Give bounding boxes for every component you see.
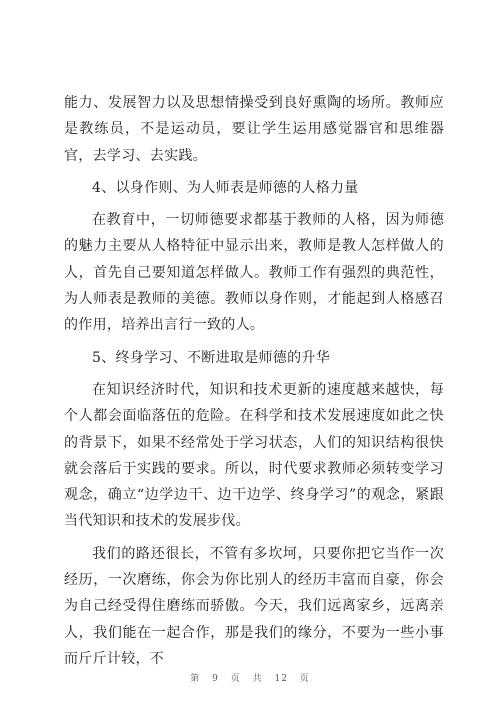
paragraph-2: 在教育中，一切师德要求都基于教师的人格，因为师德的魅力主要从人格特征中显示出来，教师是教人怎样做人的人，首先自己要知道怎样做人。教师工作有强烈的典范性，为人师表是教师的美德。教师以身作则，才能起到人格感召的作用，培养出言行一致的人。 — [64, 212, 444, 334]
section-heading-4: 4、以身作则、为人师表是师德的人格力量 — [92, 179, 359, 196]
paragraph-4: 我们的路还很长，不管有多坎坷，只要你把它当作一次经历，一次磨练，你会为你比别人的经历丰富而自豪，你会为自己经受得住磨练而骄傲。今天，我们远离家乡，远离亲人，我们能在一起合作，那是我们的缘分，不要为一些小事而斤斤计较，不 — [64, 545, 444, 667]
page-content — [64, 90, 444, 672]
footer-total-pages: 12 — [274, 674, 288, 684]
section-heading-5: 5、终身学习、不断进取是师德的升华 — [92, 349, 331, 366]
paragraph-1: 能力、发展智力以及思想情操受到良好熏陶的场所。教师应是教练员，不是运动员，要让学生运用感觉器官和思维器官，去学习、去实践。 — [64, 95, 444, 164]
footer-label-ye: 页 — [230, 674, 241, 684]
footer-label-ye2: 页 — [299, 674, 310, 684]
footer-label-di: 第 — [190, 674, 201, 684]
footer-label-gong: 共 — [252, 674, 263, 684]
page-footer — [0, 671, 500, 684]
paragraph-3: 在知识经济时代，知识和技术更新的速度越来越快，每个人都会面临落伍的危险。在科学和技术发展速度如此之快的背景下，如果不经常处于学习状态，人们的知识结构很快就会落后于实践的要求。所以，时代要求教师必须转变学习观念，确立“边学边干、边干边学、终身学习”的观念，紧跟当代知识和技术的发展步伐。 — [64, 381, 444, 530]
footer-page-number: 9 — [212, 674, 219, 684]
